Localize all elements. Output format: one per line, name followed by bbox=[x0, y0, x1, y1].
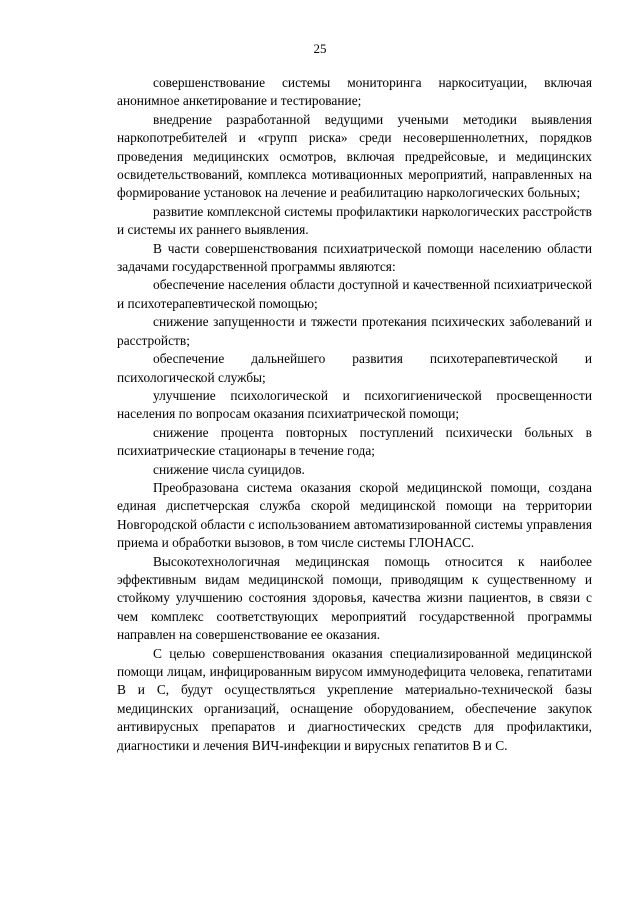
paragraph-psychiatric-tasks-intro: В части совершенствования психиатрической помощи населению области задачами государственной программы являются: bbox=[117, 240, 592, 275]
paragraph-high-tech-care: Высокотехнологичная медицинская помощь относится к наиболее эффективным видам медицинской помощи, приводящим к существенному и стойкому улучшению состояния здоровья, качества жизни пациентов, в связи с чем комплекс соответствующих мероприятий государственной программы направлен на совершенствование ее оказания. bbox=[117, 553, 592, 643]
paragraph-hiv-hepatitis: С целью совершенствования оказания специализированной медицинской помощи лицам, инфицированным вирусом иммунодефицита человека, гепатитами В и С, будут осуществляться укрепление материально-технической базы медицинских организаций, оснащение оборудованием, обеспечение закупок антивирусных препаратов и диагностических средств для профилактики, диагностики и лечения ВИЧ-инфекции и вирусных гепатитов В и С. bbox=[117, 645, 592, 753]
paragraph-suicides: снижение числа суицидов. bbox=[153, 461, 305, 477]
document-body bbox=[117, 74, 592, 755]
paragraph-psychotherapy-service: обеспечение дальнейшего развития психотерапевтической и психологической службы; bbox=[117, 351, 592, 385]
paragraph-emergency-care: Преобразована система оказания скорой медицинской помощи, создана единая диспетчерская служба скорой медицинской помощи на территории Новгородской области с использованием автоматизированной системы управления приема и обработки вызовов, в том числе системы ГЛОНАСС. bbox=[117, 479, 592, 551]
paragraph-accessible-care: обеспечение населения области доступной и качественной психиатрической и психотерапевтической помощью; bbox=[117, 277, 592, 311]
paragraph-prevention-system: развитие комплексной системы профилактики наркологических расстройств и системы их раннего выявления. bbox=[117, 203, 592, 238]
page-number: 25 bbox=[313, 41, 327, 56]
paragraph-monitoring: совершенствование системы мониторинга наркоситуации, включая анонимное анкетирование и тестирование; bbox=[117, 75, 592, 109]
paragraph-detection-methods: внедрение разработанной ведущими учеными методики выявления наркопотребителей и «групп риска» среди несовершеннолетних, порядков проведения медицинских осмотров, включая предрейсовые, и медицинских освидетельствований, комплекса мотивационных мероприятий, направленных на формирование установок на лечение и реабилитацию наркологических больных; bbox=[117, 111, 592, 201]
paragraph-readmissions: снижение процента повторных поступлений психически больных в психиатрические стационары в течение года; bbox=[117, 424, 592, 459]
paragraph-public-awareness: улучшение психологической и психогигиенической просвещенности населения по вопросам оказания психиатрической помощи; bbox=[117, 387, 592, 422]
paragraph-reduce-severity: снижение запущенности и тяжести протекания психических заболеваний и расстройств; bbox=[117, 314, 592, 348]
